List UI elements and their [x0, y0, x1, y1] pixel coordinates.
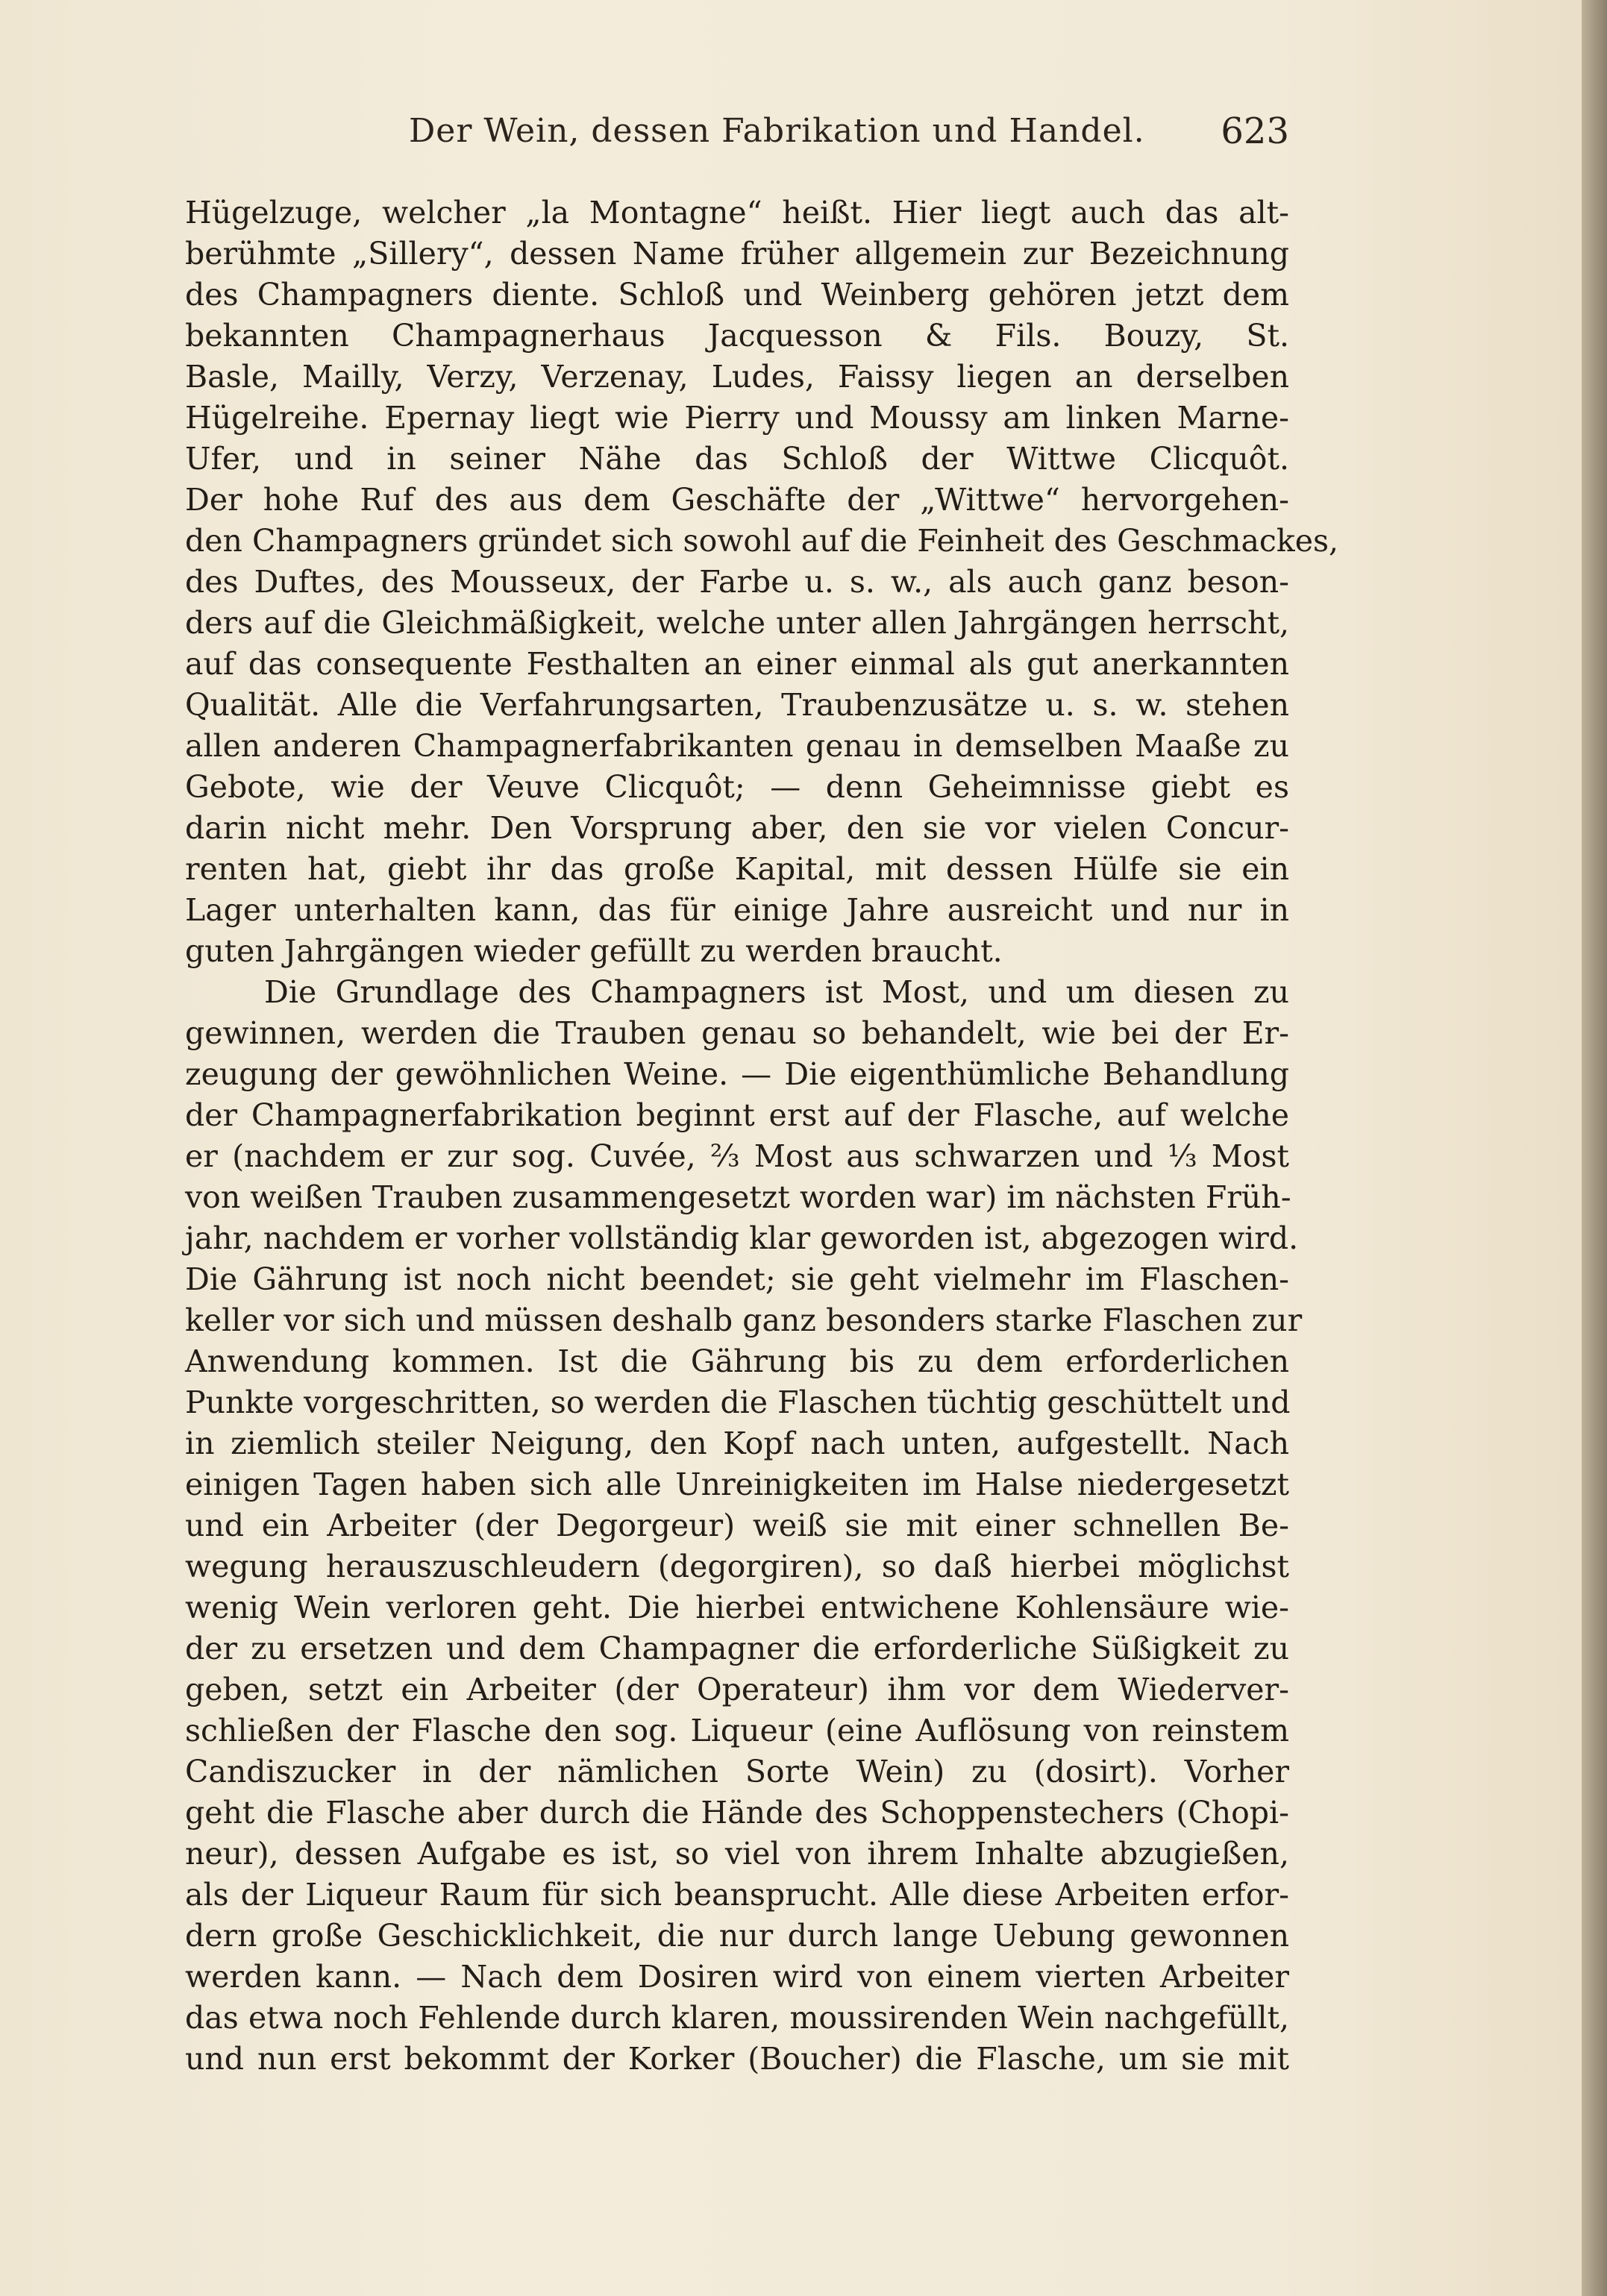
text-line: von weißen Trauben zusammengesetzt worden war) im nächsten Früh-	[185, 1179, 1291, 1215]
text-line: jahr, nachdem er vorher vollständig klar geworden ist, abgezogen wird.	[185, 1220, 1299, 1256]
text-line: den Champagners gründet sich sowohl auf die Feinheit des Geschmackes,	[185, 523, 1339, 559]
text-line: auf das consequente Festhalten an einer einmal als gut anerkannten	[185, 646, 1289, 682]
text-line: und nun erst bekommt der Korker (Boucher) die Flasche, um sie mit	[185, 2041, 1289, 2077]
text-line: geben, setzt ein Arbeiter (der Operateur) ihm vor dem Wiederver-	[185, 1672, 1289, 1707]
text-line: als der Liqueur Raum für sich beansprucht. Alle diese Arbeiten erfor-	[185, 1877, 1289, 1913]
text-line: Anwendung kommen. Ist die Gährung bis zu dem erforderlichen	[185, 1343, 1289, 1379]
text-line: Candiszucker in der nämlichen Sorte Wein) zu (dosirt). Vorher	[185, 1754, 1289, 1790]
text-line: Die Gährung ist noch nicht beendet; sie geht vielmehr im Flaschen-	[185, 1261, 1289, 1297]
page-number: 623	[1221, 110, 1289, 152]
text-line: renten hat, giebt ihr das große Kapital, mit dessen Hülfe sie ein	[185, 851, 1289, 887]
text-line: der Champagnerfabrikation beginnt erst auf der Flasche, auf welche	[185, 1097, 1289, 1133]
text-line: das etwa noch Fehlende durch klaren, moussirenden Wein nachgefüllt,	[185, 2000, 1289, 2036]
text-line: keller vor sich und müssen deshalb ganz besonders starke Flaschen zur	[185, 1302, 1303, 1338]
text-line: Gebote, wie der Veuve Clicquôt; — denn Geheimnisse giebt es	[185, 769, 1289, 805]
paragraph-2	[185, 972, 1303, 2080]
paragraph-1	[185, 192, 1339, 972]
text-line: dern große Geschicklichkeit, die nur durch lange Uebung gewonnen	[185, 1918, 1289, 1954]
text-line: und ein Arbeiter (der Degorgeur) weiß sie mit einer schnellen Be-	[185, 1508, 1289, 1543]
text-line: allen anderen Champagnerfabrikanten genau in demselben Maaße zu	[185, 728, 1289, 764]
text-line: Qualität. Alle die Verfahrungsarten, Traubenzusätze u. s. w. stehen	[185, 687, 1289, 723]
text-line: guten Jahrgängen wieder gefüllt zu werden braucht.	[185, 933, 1003, 969]
text-line: zeugung der gewöhnlichen Weine. — Die eigenthümliche Behandlung	[185, 1056, 1289, 1092]
text-line: neur), dessen Aufgabe es ist, so viel von ihrem Inhalte abzugießen,	[185, 1836, 1289, 1872]
text-line: Die Grundlage des Champagners ist Most, und um diesen zu	[264, 974, 1289, 1010]
text-line: er (nachdem er zur sog. Cuvée, ⅔ Most aus schwarzen und ⅓ Most	[185, 1138, 1289, 1174]
text-line: gewinnen, werden die Trauben genau so behandelt, wie bei der Er-	[185, 1015, 1289, 1051]
text-line: Hügelreihe. Epernay liegt wie Pierry und Moussy am linken Marne-	[185, 400, 1289, 436]
text-line: werden kann. — Nach dem Dosiren wird von einem vierten Arbeiter	[185, 1959, 1289, 1995]
text-line: einigen Tagen haben sich alle Unreinigkeiten im Halse niedergesetzt	[185, 1467, 1289, 1502]
text-line: geht die Flasche aber durch die Hände des Schoppenstechers (Chopi-	[185, 1795, 1289, 1831]
text-line: in ziemlich steiler Neigung, den Kopf nach unten, aufgestellt. Nach	[185, 1425, 1289, 1461]
text-line: wegung herauszuschleudern (degorgiren), so daß hierbei möglichst	[185, 1549, 1289, 1584]
page-edge	[1582, 0, 1607, 2296]
text-line: ders auf die Gleichmäßigkeit, welche unter allen Jahrgängen herrscht,	[185, 605, 1289, 641]
page-header	[185, 112, 1289, 157]
text-line: berühmte „Sillery“, dessen Name früher allgemein zur Bezeichnung	[185, 236, 1289, 272]
text-line: schließen der Flasche den sog. Liqueur (eine Auflösung von reinstem	[185, 1713, 1289, 1748]
text-line: des Duftes, des Mousseux, der Farbe u. s. w., als auch ganz beson-	[185, 564, 1289, 600]
text-line: wenig Wein verloren geht. Die hierbei entwichene Kohlensäure wie-	[185, 1590, 1289, 1625]
text-line: Basle, Mailly, Verzy, Verzenay, Ludes, Faissy liegen an derselben	[185, 359, 1289, 395]
text-line: bekannten Champagnerhaus Jacquesson & Fils. Bouzy, St.	[185, 318, 1289, 354]
text-line: Hügelzuge, welcher „la Montagne“ heißt. Hier liegt auch das alt-	[185, 195, 1289, 230]
text-line: Der hohe Ruf des aus dem Geschäfte der „Wittwe“ hervorgehen-	[185, 482, 1289, 518]
running-title: Der Wein, dessen Fabrikation und Handel.	[409, 112, 1145, 150]
body-text	[185, 192, 1339, 2080]
text-line: darin nicht mehr. Den Vorsprung aber, den sie vor vielen Concur-	[185, 810, 1289, 846]
text-line: des Champagners diente. Schloß und Weinberg gehören jetzt dem	[185, 277, 1289, 313]
text-line: der zu ersetzen und dem Champagner die erforderliche Süßigkeit zu	[185, 1631, 1289, 1666]
text-line: Ufer, und in seiner Nähe das Schloß der Wittwe Clicquôt.	[185, 441, 1289, 477]
text-line: Punkte vorgeschritten, so werden die Flaschen tüchtig geschüttelt und	[185, 1384, 1291, 1420]
text-line: Lager unterhalten kann, das für einige Jahre ausreicht und nur in	[185, 892, 1289, 928]
